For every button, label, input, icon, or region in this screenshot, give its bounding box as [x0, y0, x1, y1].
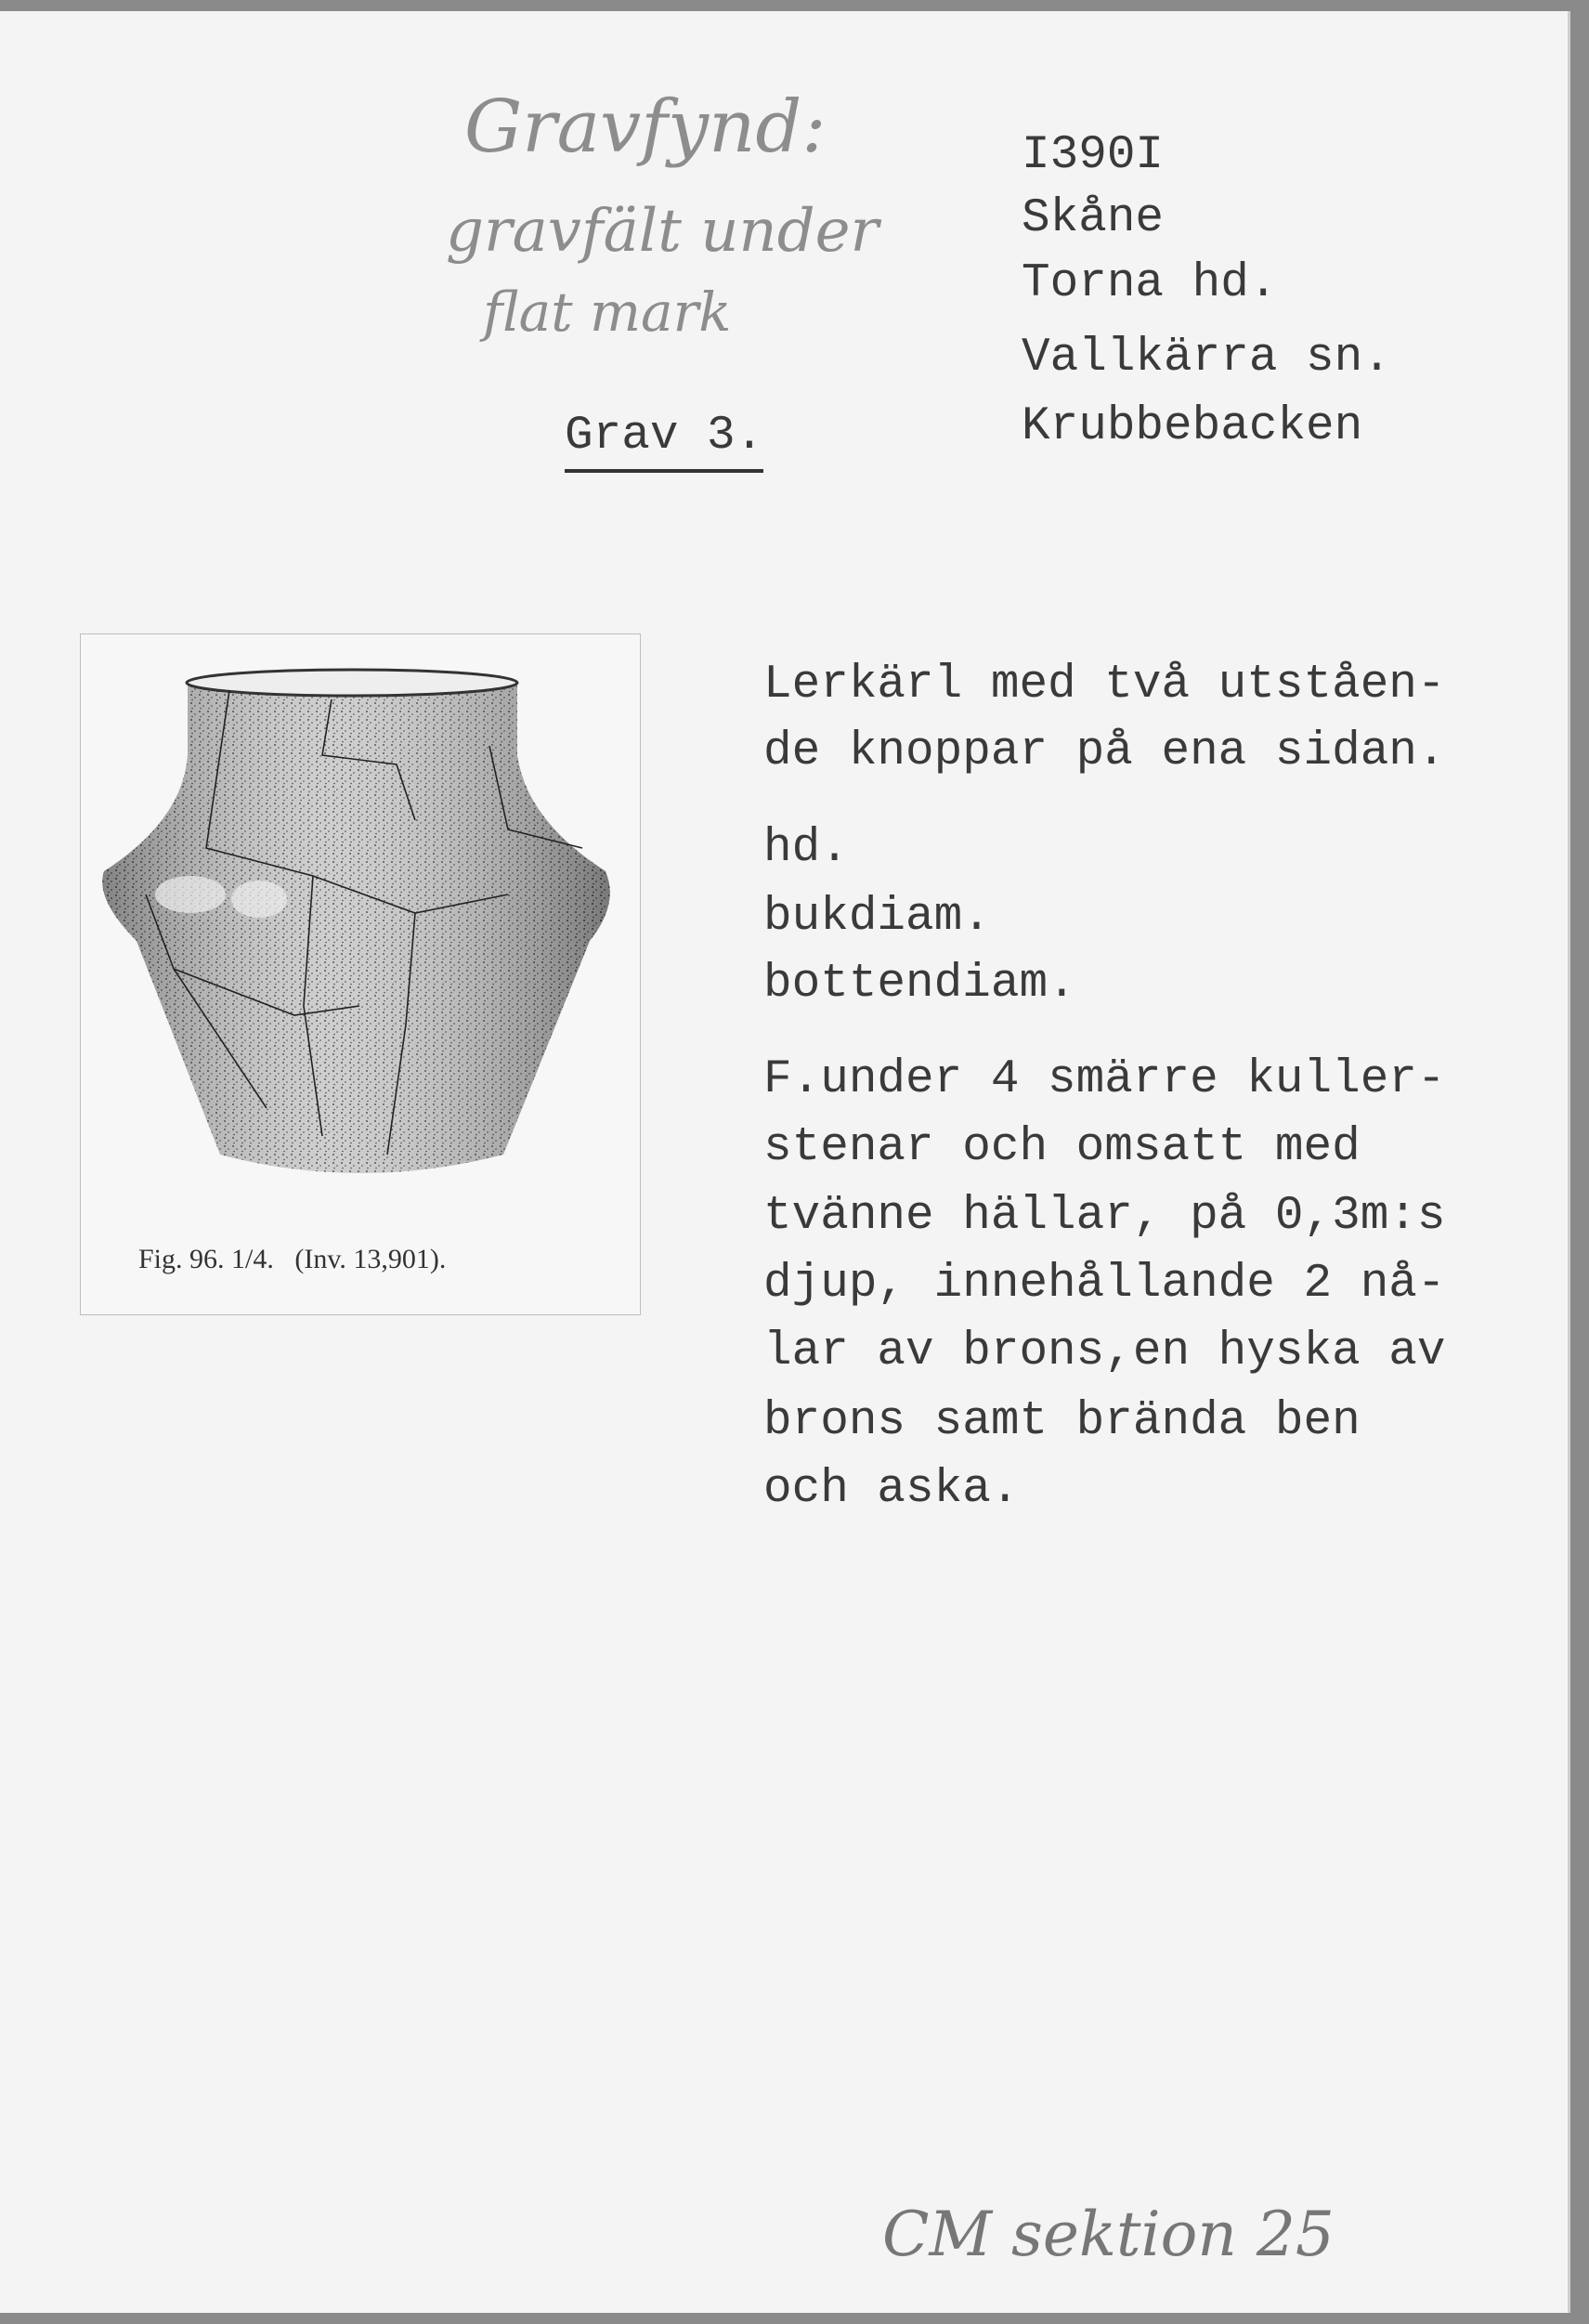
handwritten-section-note: CM sektion 25 — [882, 2199, 1335, 2270]
handwritten-line-1: Gravfynd: — [464, 85, 827, 169]
description-line: Lerkärl med två utståen- — [763, 659, 1446, 712]
find-line: lar av brons,en hyska av — [763, 1325, 1446, 1378]
figure-caption: Fig. 96. 1/4. (Inv. 13,901). — [138, 1244, 447, 1274]
catalog-card — [0, 11, 1570, 2313]
handwritten-line-3: flat mark — [483, 281, 732, 344]
find-line: F.under 4 smärre kuller- — [763, 1053, 1446, 1106]
find-line: tvänne hällar, på 0,3m:s — [763, 1190, 1446, 1243]
find-line: stenar och omsatt med — [763, 1121, 1361, 1174]
parish: Vallkärra sn. — [1022, 332, 1391, 385]
measure-base-diameter: bottendiam. — [763, 958, 1076, 1011]
site: Krubbebacken — [1022, 400, 1363, 453]
figure-vessel — [80, 633, 641, 1315]
measure-belly-diameter: bukdiam. — [763, 891, 991, 944]
find-line: djup, innehållande 2 nå- — [763, 1258, 1446, 1311]
handwritten-line-2: gravfält under — [446, 197, 879, 266]
inventory-number: I390I — [1022, 129, 1165, 182]
hundred: Torna hd. — [1022, 257, 1278, 310]
province: Skåne — [1022, 192, 1165, 245]
clay-vessel-illustration — [81, 634, 640, 1266]
measure-height: hd. — [763, 822, 849, 875]
find-line: brons samt brända ben — [763, 1395, 1361, 1448]
grave-label: Grav 3. — [565, 412, 763, 473]
description-line: de knoppar på ena sidan. — [763, 725, 1446, 778]
find-line: och aska. — [763, 1463, 1020, 1516]
